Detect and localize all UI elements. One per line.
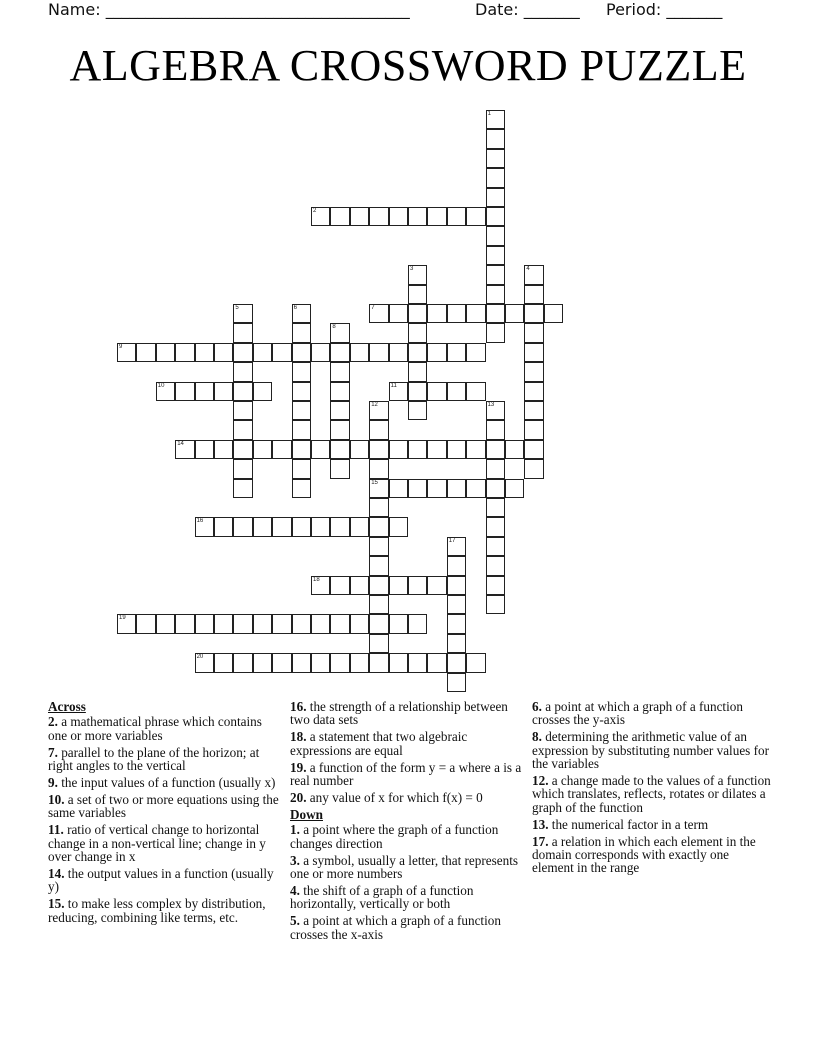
across-clue xyxy=(290,761,526,788)
crossword-cell[interactable] xyxy=(524,362,543,381)
clue-number: 10 xyxy=(157,382,165,389)
crossword-cell[interactable] xyxy=(389,614,408,633)
crossword-cell[interactable] xyxy=(195,440,214,459)
clue-text: the shift of a graph of a function horizontally, vertically or both xyxy=(290,882,474,912)
clue-text: ratio of vertical change to horizontal change in a non-vertical line; change in y over change in x xyxy=(48,822,266,865)
crossword-cell[interactable] xyxy=(214,382,233,401)
crossword-cell[interactable] xyxy=(233,479,252,498)
crossword-cell[interactable] xyxy=(292,479,311,498)
clues-column-1 xyxy=(48,700,284,928)
clue-number: 11 xyxy=(390,382,397,389)
crossword-cell[interactable] xyxy=(214,517,233,536)
crossword-cell[interactable] xyxy=(408,576,427,595)
clue-text: a function of the form y = a where a is a real number xyxy=(290,759,522,789)
crossword-cell[interactable] xyxy=(486,323,505,342)
crossword-cell[interactable] xyxy=(486,517,505,536)
crossword-cell[interactable] xyxy=(447,556,466,575)
down-clue xyxy=(532,700,772,727)
date-label: Date: xyxy=(475,0,524,19)
crossword-cell[interactable] xyxy=(447,207,466,226)
crossword-cell[interactable] xyxy=(369,576,388,595)
across-clue xyxy=(48,715,284,742)
crossword-cell[interactable] xyxy=(330,207,349,226)
crossword-cell[interactable] xyxy=(369,537,388,556)
crossword-cell[interactable] xyxy=(369,517,388,536)
clues-column-3 xyxy=(532,700,772,878)
crossword-cell[interactable] xyxy=(136,343,155,362)
crossword-cell[interactable] xyxy=(447,614,466,633)
crossword-cell[interactable] xyxy=(408,343,427,362)
crossword-cell[interactable] xyxy=(408,207,427,226)
crossword-cell[interactable] xyxy=(486,265,505,284)
crossword-cell[interactable] xyxy=(253,653,272,672)
down-clue xyxy=(290,823,526,850)
crossword-cell[interactable] xyxy=(350,343,369,362)
crossword-cell[interactable] xyxy=(253,382,272,401)
crossword-cell[interactable] xyxy=(292,401,311,420)
crossword-cell[interactable] xyxy=(369,595,388,614)
crossword-cell[interactable] xyxy=(524,420,543,439)
clue-number-label: 15. xyxy=(48,896,65,912)
clue-number-label: 16. xyxy=(290,699,307,714)
crossword-cell[interactable] xyxy=(389,440,408,459)
crossword-cell[interactable] xyxy=(311,653,330,672)
crossword-cell[interactable] xyxy=(486,459,505,478)
clue-number-label: 8. xyxy=(532,729,542,745)
crossword-cell[interactable] xyxy=(408,285,427,304)
down-clue xyxy=(532,730,772,770)
crossword-cell[interactable] xyxy=(214,614,233,633)
crossword-cell[interactable] xyxy=(408,401,427,420)
across-clue xyxy=(48,776,284,789)
crossword-cell[interactable] xyxy=(408,614,427,633)
crossword-cell[interactable] xyxy=(447,537,466,556)
crossword-cell[interactable] xyxy=(233,362,252,381)
crossword-cell[interactable] xyxy=(292,323,311,342)
clue-number: 17 xyxy=(448,537,456,544)
crossword-cell[interactable] xyxy=(524,265,543,284)
crossword-cell[interactable] xyxy=(233,614,252,633)
crossword-cell[interactable] xyxy=(486,285,505,304)
crossword-cell[interactable] xyxy=(505,479,524,498)
clue-number: 12 xyxy=(371,402,378,408)
crossword-cell[interactable] xyxy=(486,537,505,556)
crossword-cell[interactable] xyxy=(195,653,214,672)
crossword-cell[interactable] xyxy=(447,382,466,401)
crossword-cell[interactable] xyxy=(195,517,214,536)
crossword-cell[interactable] xyxy=(311,576,330,595)
crossword-cell[interactable] xyxy=(156,343,175,362)
clue-text: a relation in which each element in the domain corresponds with exactly one element in the range xyxy=(532,833,756,876)
clue-number: 8 xyxy=(332,324,336,331)
crossword-cell[interactable] xyxy=(272,440,291,459)
crossword-cell[interactable] xyxy=(136,614,155,633)
crossword-cell[interactable] xyxy=(408,479,427,498)
across-clue xyxy=(290,700,526,727)
crossword-cell[interactable] xyxy=(233,343,252,362)
crossword-cell[interactable] xyxy=(253,517,272,536)
crossword-cell[interactable] xyxy=(117,614,136,633)
crossword-cell[interactable] xyxy=(214,653,233,672)
across-clue xyxy=(48,897,284,924)
name-blank[interactable]: ______________________________________ xyxy=(105,0,410,19)
crossword-cell[interactable] xyxy=(272,614,291,633)
clue-text: to make less complex by distribution, reducing, combining like terms, etc. xyxy=(48,896,266,925)
clue-number: 18 xyxy=(313,576,320,583)
clue-number-label: 1. xyxy=(290,822,300,838)
crossword-cell[interactable] xyxy=(524,343,543,362)
crossword-cell[interactable] xyxy=(505,304,524,323)
down-clue xyxy=(532,774,772,814)
clue-number: 4 xyxy=(526,266,530,273)
clue-number-label: 4. xyxy=(290,882,300,898)
crossword-cell[interactable] xyxy=(330,517,349,536)
crossword-cell[interactable] xyxy=(330,653,349,672)
crossword-cell[interactable] xyxy=(524,440,543,459)
period-blank[interactable]: _______ xyxy=(666,0,723,19)
crossword-cell[interactable] xyxy=(292,517,311,536)
crossword-cell[interactable] xyxy=(389,653,408,672)
crossword-cell[interactable] xyxy=(214,440,233,459)
crossword-cell[interactable] xyxy=(350,614,369,633)
clue-number-label: 18. xyxy=(290,729,307,745)
crossword-cell[interactable] xyxy=(486,168,505,187)
crossword-cell[interactable] xyxy=(175,382,194,401)
crossword-cell[interactable] xyxy=(156,382,175,401)
across-heading: Across xyxy=(48,699,86,714)
crossword-cell[interactable] xyxy=(486,595,505,614)
clue-number-label: 2. xyxy=(48,714,58,730)
crossword-cell[interactable] xyxy=(408,382,427,401)
crossword-cell[interactable] xyxy=(233,401,252,420)
clue-number: 6 xyxy=(293,305,297,311)
crossword-cell[interactable] xyxy=(427,440,446,459)
crossword-cell[interactable] xyxy=(369,420,388,439)
crossword-cell[interactable] xyxy=(389,517,408,536)
down-clue xyxy=(290,854,526,881)
crossword-cell[interactable] xyxy=(330,401,349,420)
crossword-cell[interactable] xyxy=(486,149,505,168)
crossword-cell[interactable] xyxy=(486,304,505,323)
clues-column-2 xyxy=(290,700,526,945)
crossword-cell[interactable] xyxy=(447,440,466,459)
down-clue xyxy=(290,884,526,911)
clue-text: parallel to the plane of the horizon; at right angles to the vertical xyxy=(48,744,260,774)
crossword-cell[interactable] xyxy=(389,304,408,323)
crossword-cell[interactable] xyxy=(350,440,369,459)
across-clue xyxy=(290,730,526,757)
crossword-cell[interactable] xyxy=(311,343,330,362)
clue-number-label: 17. xyxy=(532,833,549,849)
crossword-cell[interactable] xyxy=(466,207,485,226)
crossword-cell[interactable] xyxy=(369,479,388,498)
clue-text: a set of two or more equations using the same variables xyxy=(48,791,279,821)
crossword-cell[interactable] xyxy=(330,440,349,459)
crossword-cell[interactable] xyxy=(389,576,408,595)
crossword-cell[interactable] xyxy=(292,420,311,439)
crossword-cell[interactable] xyxy=(524,285,543,304)
crossword-cell[interactable] xyxy=(253,440,272,459)
crossword-cell[interactable] xyxy=(311,440,330,459)
crossword-cell[interactable] xyxy=(427,479,446,498)
date-blank[interactable]: _______ xyxy=(523,0,580,19)
crossword-cell[interactable] xyxy=(524,304,543,323)
crossword-cell[interactable] xyxy=(253,343,272,362)
across-clue xyxy=(48,746,284,773)
down-heading: Down xyxy=(290,806,323,822)
clue-number: 2 xyxy=(313,208,317,214)
crossword-cell[interactable] xyxy=(175,440,194,459)
clue-number-label: 14. xyxy=(48,865,65,881)
clue-number: 14 xyxy=(177,440,184,447)
crossword-cell[interactable] xyxy=(486,401,505,420)
crossword-cell[interactable] xyxy=(447,576,466,595)
crossword-cell[interactable] xyxy=(214,343,233,362)
crossword-cell[interactable] xyxy=(486,498,505,517)
down-clue xyxy=(532,818,772,831)
crossword-cell[interactable] xyxy=(195,382,214,401)
crossword-cell[interactable] xyxy=(330,614,349,633)
crossword-cell[interactable] xyxy=(486,479,505,498)
crossword-cell[interactable] xyxy=(427,343,446,362)
clue-number-label: 13. xyxy=(532,816,549,832)
crossword-cell[interactable] xyxy=(389,382,408,401)
clue-number: 7 xyxy=(371,305,375,311)
crossword-cell[interactable] xyxy=(466,440,485,459)
crossword-cell[interactable] xyxy=(408,362,427,381)
crossword-cell[interactable] xyxy=(330,382,349,401)
clue-text: determining the arithmetic value of an expression by substituting number values for the variables xyxy=(532,729,769,772)
crossword-cell[interactable] xyxy=(233,653,252,672)
crossword-cell[interactable] xyxy=(233,420,252,439)
crossword-cell[interactable] xyxy=(369,440,388,459)
crossword-cell[interactable] xyxy=(233,517,252,536)
clue-text: a symbol, usually a letter, that represents one or more numbers xyxy=(290,852,518,881)
crossword-cell[interactable] xyxy=(369,653,388,672)
across-clue xyxy=(48,867,284,894)
crossword-cell[interactable] xyxy=(486,188,505,207)
crossword-cell[interactable] xyxy=(311,207,330,226)
crossword-cell[interactable] xyxy=(544,304,563,323)
crossword-cell[interactable] xyxy=(369,343,388,362)
clue-number: 15 xyxy=(371,479,378,486)
crossword-cell[interactable] xyxy=(447,634,466,653)
clue-text: the input values of a function (usually x) xyxy=(61,775,276,791)
period-label: Period: xyxy=(606,0,667,19)
crossword-cell[interactable] xyxy=(447,304,466,323)
crossword-cell[interactable] xyxy=(292,304,311,323)
crossword-cell[interactable] xyxy=(466,653,485,672)
crossword-cell[interactable] xyxy=(408,653,427,672)
clue-number-label: 10. xyxy=(48,791,65,807)
clue-text: a change made to the values of a function which translates, reflects, rotates or dilates a graph of the function xyxy=(532,773,771,815)
down-clue xyxy=(532,835,772,875)
clue-number-label: 7. xyxy=(48,744,58,760)
crossword-cell[interactable] xyxy=(350,517,369,536)
crossword-cell[interactable] xyxy=(233,304,252,323)
across-clue xyxy=(290,791,526,804)
crossword-cell[interactable] xyxy=(233,440,252,459)
crossword-cell[interactable] xyxy=(447,653,466,672)
crossword-cell[interactable] xyxy=(486,246,505,265)
crossword-cell[interactable] xyxy=(524,382,543,401)
crossword-cell[interactable] xyxy=(175,614,194,633)
crossword-cell[interactable] xyxy=(486,207,505,226)
clue-number: 5 xyxy=(235,305,239,311)
crossword-cell[interactable] xyxy=(524,459,543,478)
across-clue xyxy=(48,793,284,820)
crossword-cell[interactable] xyxy=(486,420,505,439)
clue-text: a point where the graph of a function changes direction xyxy=(290,822,499,851)
crossword-cell[interactable] xyxy=(408,265,427,284)
crossword-cell[interactable] xyxy=(369,304,388,323)
clue-number-label: 11. xyxy=(48,822,64,838)
clue-number: 13 xyxy=(487,402,495,408)
crossword-cell[interactable] xyxy=(427,304,446,323)
clue-number: 16 xyxy=(196,518,204,525)
crossword-cell[interactable] xyxy=(389,479,408,498)
clue-number-label: 5. xyxy=(290,913,300,929)
crossword-cell[interactable] xyxy=(253,614,272,633)
clue-number: 9 xyxy=(119,343,123,350)
crossword-cell[interactable] xyxy=(350,653,369,672)
clue-number: 1 xyxy=(487,111,491,117)
clue-text: the output values in a function (usually y) xyxy=(48,865,274,895)
crossword-cell[interactable] xyxy=(486,129,505,148)
down-clue xyxy=(290,914,526,941)
crossword-cell[interactable] xyxy=(195,614,214,633)
clue-number: 19 xyxy=(119,615,126,622)
clue-text: a point at which a graph of a function crosses the x-axis xyxy=(290,913,501,942)
crossword-cell[interactable] xyxy=(369,634,388,653)
crossword-cell[interactable] xyxy=(233,323,252,342)
crossword-cell[interactable] xyxy=(292,382,311,401)
page-title: ALGEBRA CROSSWORD PUZZLE xyxy=(69,41,747,90)
crossword-cell[interactable] xyxy=(369,556,388,575)
clue-number-label: 19. xyxy=(290,759,307,775)
crossword-cell[interactable] xyxy=(486,576,505,595)
crossword-cell[interactable] xyxy=(408,304,427,323)
crossword-cell[interactable] xyxy=(408,440,427,459)
clue-number: 3 xyxy=(410,266,414,273)
crossword-cell[interactable] xyxy=(466,304,485,323)
crossword-cell[interactable] xyxy=(447,343,466,362)
crossword-cell[interactable] xyxy=(330,459,349,478)
crossword-cell[interactable] xyxy=(389,343,408,362)
clue-text: the strength of a relationship between two data sets xyxy=(290,699,508,728)
crossword-cell[interactable] xyxy=(408,323,427,342)
crossword-cell[interactable] xyxy=(330,343,349,362)
crossword-cell[interactable] xyxy=(486,556,505,575)
crossword-cell[interactable] xyxy=(524,323,543,342)
clue-text: a mathematical phrase which contains one or more variables xyxy=(48,714,262,743)
crossword-cell[interactable] xyxy=(486,440,505,459)
crossword-cell[interactable] xyxy=(272,343,291,362)
crossword-cell[interactable] xyxy=(505,440,524,459)
crossword-cell[interactable] xyxy=(427,382,446,401)
crossword-cell[interactable] xyxy=(292,653,311,672)
crossword-cell[interactable] xyxy=(466,343,485,362)
crossword-cell[interactable] xyxy=(292,459,311,478)
crossword-cell[interactable] xyxy=(292,440,311,459)
crossword-cell[interactable] xyxy=(311,517,330,536)
clue-number-label: 6. xyxy=(532,699,542,714)
crossword-cell[interactable] xyxy=(369,401,388,420)
clue-number-label: 20. xyxy=(290,789,307,805)
crossword-cell[interactable] xyxy=(233,459,252,478)
crossword-cell[interactable] xyxy=(427,653,446,672)
crossword-cell[interactable] xyxy=(369,459,388,478)
clue-text: a statement that two algebraic expressions are equal xyxy=(290,729,468,758)
crossword-cell[interactable] xyxy=(447,673,466,692)
crossword-cell[interactable] xyxy=(330,362,349,381)
crossword-cell[interactable] xyxy=(389,207,408,226)
crossword-cell[interactable] xyxy=(292,362,311,381)
crossword-cell[interactable] xyxy=(447,479,466,498)
crossword-cell[interactable] xyxy=(427,207,446,226)
crossword-cell[interactable] xyxy=(272,653,291,672)
crossword-cell[interactable] xyxy=(486,226,505,245)
crossword-cell[interactable] xyxy=(350,576,369,595)
crossword-cell[interactable] xyxy=(311,614,330,633)
crossword-cell[interactable] xyxy=(175,343,194,362)
crossword-cell[interactable] xyxy=(466,382,485,401)
crossword-cell[interactable] xyxy=(330,323,349,342)
crossword-cell[interactable] xyxy=(195,343,214,362)
crossword-cell[interactable] xyxy=(369,498,388,517)
clue-text: the numerical factor in a term xyxy=(551,816,709,832)
clue-number-label: 12. xyxy=(532,773,549,789)
crossword-cell[interactable] xyxy=(466,479,485,498)
name-label: Name: xyxy=(48,0,106,19)
clue-text: a point at which a graph of a function crosses the y-axis xyxy=(532,699,743,728)
crossword-cell[interactable] xyxy=(369,614,388,633)
crossword-cell[interactable] xyxy=(156,614,175,633)
crossword-cell[interactable] xyxy=(330,576,349,595)
crossword-cell[interactable] xyxy=(292,614,311,633)
crossword-cell[interactable] xyxy=(330,420,349,439)
crossword-cell[interactable] xyxy=(447,595,466,614)
crossword-cell[interactable] xyxy=(233,382,252,401)
crossword-cell[interactable] xyxy=(272,517,291,536)
clue-number-label: 3. xyxy=(290,852,300,868)
crossword-cell[interactable] xyxy=(427,576,446,595)
crossword-cell[interactable] xyxy=(524,401,543,420)
clue-text: any value of x for which f(x) = 0 xyxy=(309,789,483,805)
crossword-cell[interactable] xyxy=(369,207,388,226)
clue-number: 20 xyxy=(196,654,204,661)
across-clue xyxy=(48,823,284,863)
crossword-cell[interactable] xyxy=(117,343,136,362)
crossword-cell[interactable] xyxy=(486,110,505,129)
crossword-cell[interactable] xyxy=(350,207,369,226)
crossword-cell[interactable] xyxy=(292,343,311,362)
clue-number-label: 9. xyxy=(48,775,58,791)
